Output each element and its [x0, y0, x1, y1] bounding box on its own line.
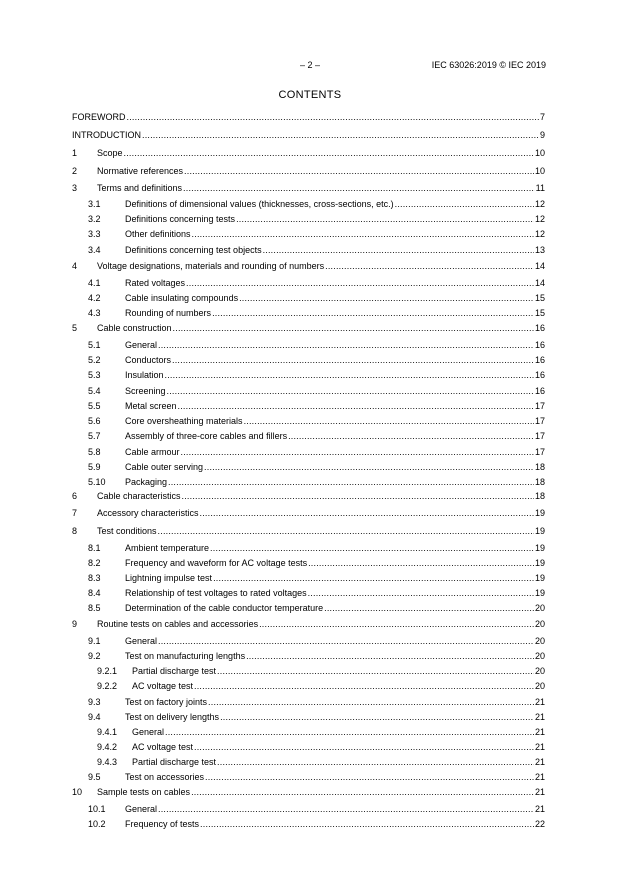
toc-entry-page: 19	[534, 588, 545, 598]
toc-entry-number: 5.9	[88, 462, 101, 472]
toc-entry-page: 10	[534, 148, 545, 158]
toc-entry-page: 16	[534, 355, 545, 365]
toc-entry-number: 3.2	[88, 214, 101, 224]
toc-leader-dots	[142, 130, 539, 141]
toc-entry-page: 16	[534, 386, 545, 396]
toc-entry-title: Test on delivery lengths	[125, 712, 220, 722]
toc-entry-number: 5.2	[88, 355, 101, 365]
toc-entry-number: 5.5	[88, 401, 101, 411]
toc-entry[interactable]	[72, 130, 545, 141]
toc-entry[interactable]	[72, 727, 545, 738]
toc-entry[interactable]	[72, 229, 545, 240]
toc-entry[interactable]	[72, 558, 545, 569]
toc-entry-page: 20	[534, 681, 545, 691]
toc-leader-dots	[167, 386, 534, 397]
toc-leader-dots	[324, 603, 534, 614]
toc-entry[interactable]	[72, 573, 545, 584]
toc-entry[interactable]	[72, 386, 545, 397]
toc-leader-dots	[194, 742, 534, 753]
toc-entry-title: Cable insulating compounds	[125, 293, 239, 303]
toc-leader-dots	[158, 340, 534, 351]
toc-entry-number: 3.1	[88, 199, 101, 209]
toc-entry-title: Routine tests on cables and accessories	[97, 619, 259, 629]
toc-entry-title: Other definitions	[125, 229, 191, 239]
toc-entry-page: 18	[534, 491, 545, 501]
toc-entry-number: 10.2	[88, 819, 106, 829]
toc-entry-number: 5.3	[88, 370, 101, 380]
toc-leader-dots	[204, 462, 534, 473]
toc-entry-title: Frequency and waveform for AC voltage tests	[125, 558, 308, 568]
page-number: – 2 –	[299, 60, 321, 70]
toc-entry[interactable]	[72, 508, 545, 519]
toc-entry-number: 5.6	[88, 416, 101, 426]
toc-entry-title: Ambient temperature	[125, 543, 210, 553]
toc-entry[interactable]	[72, 543, 545, 554]
toc-leader-dots	[220, 712, 534, 723]
toc-leader-dots	[178, 401, 534, 412]
toc-entry-title: Definitions concerning test objects	[125, 245, 262, 255]
toc-entry-number: 5	[72, 323, 78, 333]
toc-leader-dots	[325, 261, 534, 272]
toc-leader-dots	[210, 543, 534, 554]
toc-entry-number: 3.3	[88, 229, 101, 239]
toc-entry-page: 21	[534, 742, 545, 752]
toc-leader-dots	[217, 757, 534, 768]
toc-entry-title: INTRODUCTION	[72, 130, 141, 140]
toc-entry-number: 7	[72, 508, 78, 518]
toc-entry-title: General	[125, 636, 158, 646]
toc-entry-title: AC voltage test	[132, 742, 194, 752]
toc-entry-title: Conductors	[125, 355, 172, 365]
toc-entry-page: 14	[534, 261, 545, 271]
toc-entry-title: Definitions concerning tests	[125, 214, 236, 224]
toc-entry-page: 18	[534, 462, 545, 472]
toc-leader-dots	[182, 491, 534, 502]
toc-entry[interactable]	[72, 804, 545, 815]
toc-leader-dots	[213, 573, 534, 584]
toc-leader-dots	[200, 508, 534, 519]
toc-entry-number: 5.1	[88, 340, 101, 350]
toc-leader-dots	[158, 526, 534, 537]
toc-entry-page: 12	[534, 214, 545, 224]
toc-entry-page: 7	[539, 112, 545, 122]
toc-entry-title: Insulation	[125, 370, 164, 380]
toc-entry-title: Sample tests on cables	[97, 787, 191, 797]
toc-entry-number: 5.8	[88, 447, 101, 457]
toc-entry[interactable]	[72, 477, 545, 488]
toc-entry[interactable]	[72, 742, 545, 753]
toc-leader-dots	[288, 431, 534, 442]
toc-entry-number: 9.4	[88, 712, 101, 722]
toc-entry-page: 17	[534, 431, 545, 441]
toc-entry-number: 4.1	[88, 278, 101, 288]
toc-entry-title: AC voltage test	[132, 681, 194, 691]
toc-leader-dots	[168, 477, 534, 488]
toc-entry-page: 12	[534, 229, 545, 239]
toc-entry-title: Partial discharge test	[132, 757, 217, 767]
toc-entry[interactable]	[72, 416, 545, 427]
toc-entry-title: Assembly of three-core cables and fillers	[125, 431, 288, 441]
toc-entry-number: 8.1	[88, 543, 101, 553]
toc-entry-title: Rated voltages	[125, 278, 186, 288]
toc-entry[interactable]	[72, 526, 545, 537]
toc-entry-number: 4	[72, 261, 78, 271]
toc-entry-number: 4.2	[88, 293, 101, 303]
toc-leader-dots	[192, 229, 534, 240]
toc-entry-number: 4.3	[88, 308, 101, 318]
toc-leader-dots	[181, 447, 534, 458]
toc-entry-page: 19	[534, 543, 545, 553]
toc-entry-page: 10	[534, 166, 545, 176]
toc-entry-page: 20	[534, 636, 545, 646]
toc-entry-page: 20	[534, 619, 545, 629]
toc-entry-page: 17	[534, 401, 545, 411]
toc-entry-page: 19	[534, 508, 545, 518]
toc-entry-number: 9.4.2	[97, 742, 118, 752]
toc-entry[interactable]	[72, 619, 545, 630]
toc-leader-dots	[183, 183, 535, 194]
toc-entry-number: 9.2	[88, 651, 101, 661]
toc-entry-title: Test on manufacturing lengths	[125, 651, 246, 661]
toc-entry-title: Metal screen	[125, 401, 177, 411]
toc-entry-title: Normative references	[97, 166, 184, 176]
toc-entry-title: Partial discharge test	[132, 666, 217, 676]
toc-entry-title: Determination of the cable conductor temperature	[125, 603, 324, 613]
toc-entry-title: Accessory characteristics	[97, 508, 199, 518]
toc-leader-dots	[158, 804, 534, 815]
toc-entry-number: 10	[72, 787, 83, 797]
toc-entry-page: 16	[534, 370, 545, 380]
toc-entry-page: 17	[534, 416, 545, 426]
toc-entry-number: 9.4.1	[97, 727, 118, 737]
toc-entry-page: 20	[534, 666, 545, 676]
toc-entry[interactable]	[72, 819, 545, 830]
toc-entry[interactable]	[72, 245, 545, 256]
toc-entry-page: 14	[534, 278, 545, 288]
toc-leader-dots	[205, 772, 534, 783]
toc-entry-title: Packaging	[125, 477, 168, 487]
toc-entry-page: 15	[534, 293, 545, 303]
toc-entry-number: 1	[72, 148, 78, 158]
toc-leader-dots	[165, 727, 534, 738]
toc-entry-number: 8.3	[88, 573, 101, 583]
toc-entry-title: Test conditions	[97, 526, 157, 536]
toc-entry[interactable]	[72, 666, 545, 677]
toc-entry-number: 6	[72, 491, 78, 501]
toc-leader-dots	[308, 588, 534, 599]
toc-leader-dots	[191, 787, 534, 798]
toc-leader-dots	[217, 666, 534, 677]
toc-entry-number: 8.4	[88, 588, 101, 598]
toc-entry[interactable]	[72, 308, 545, 319]
toc-leader-dots	[208, 697, 534, 708]
toc-entry[interactable]	[72, 261, 545, 272]
toc-entry[interactable]	[72, 340, 545, 351]
toc-entry[interactable]	[72, 323, 545, 334]
toc-entry-page: 13	[534, 245, 545, 255]
toc-entry-page: 16	[534, 340, 545, 350]
toc-entry-number: 9.5	[88, 772, 101, 782]
toc-entry-title: Cable armour	[125, 447, 180, 457]
toc-entry-page: 21	[534, 804, 545, 814]
toc-entry-title: Frequency of tests	[125, 819, 200, 829]
toc-entry-title: Definitions of dimensional values (thicknesses, cross-sections, etc.)	[125, 199, 394, 209]
toc-entry-title: Cable outer serving	[125, 462, 204, 472]
toc-entry-title: Test on factory joints	[125, 697, 208, 707]
toc-entry-page: 9	[539, 130, 545, 140]
toc-entry-page: 21	[534, 697, 545, 707]
toc-leader-dots	[194, 681, 534, 692]
toc-leader-dots	[158, 636, 534, 647]
toc-entry[interactable]	[72, 787, 545, 798]
toc-entry[interactable]	[72, 588, 545, 599]
toc-entry-number: 9.3	[88, 697, 101, 707]
toc-leader-dots	[239, 293, 534, 304]
toc-leader-dots	[236, 214, 534, 225]
toc-entry[interactable]	[72, 370, 545, 381]
toc-entry[interactable]	[72, 681, 545, 692]
toc-entry-number: 3	[72, 183, 78, 193]
toc-leader-dots	[263, 245, 534, 256]
toc-entry[interactable]	[72, 214, 545, 225]
toc-entry-page: 21	[534, 787, 545, 797]
toc-leader-dots	[186, 278, 534, 289]
toc-entry[interactable]	[72, 112, 545, 123]
toc-leader-dots	[127, 112, 539, 123]
toc-entry-title: General	[132, 727, 165, 737]
toc-entry-page: 11	[535, 183, 545, 193]
toc-entry-page: 20	[534, 651, 545, 661]
toc-entry[interactable]	[72, 199, 545, 210]
toc-entry[interactable]	[72, 355, 545, 366]
toc-entry-title: Cable characteristics	[97, 491, 181, 501]
toc-entry-title: Relationship of test voltages to rated voltages	[125, 588, 307, 598]
toc-entry[interactable]	[72, 491, 545, 502]
toc-leader-dots	[124, 148, 534, 159]
toc-entry-number: 9.2.1	[97, 666, 118, 676]
toc-entry-page: 21	[534, 712, 545, 722]
toc-entry[interactable]	[72, 278, 545, 289]
toc-entry-page: 15	[534, 308, 545, 318]
toc-entry-number: 8	[72, 526, 78, 536]
toc-entry[interactable]	[72, 401, 545, 412]
toc-entry[interactable]	[72, 431, 545, 442]
toc-leader-dots	[244, 416, 534, 427]
toc-leader-dots	[259, 619, 534, 630]
toc-leader-dots	[165, 370, 534, 381]
toc-entry-page: 19	[534, 573, 545, 583]
toc-entry-page: 19	[534, 558, 545, 568]
toc-entry[interactable]	[72, 447, 545, 458]
contents-heading: CONTENTS	[278, 89, 342, 101]
toc-entry-page: 18	[534, 477, 545, 487]
toc-entry-page: 19	[534, 526, 545, 536]
toc-entry-page: 12	[534, 199, 545, 209]
toc-entry-page: 22	[534, 819, 545, 829]
toc-entry[interactable]	[72, 697, 545, 708]
document-identifier: IEC 63026:2019 © IEC 2019	[431, 60, 546, 70]
toc-entry-page: 17	[534, 447, 545, 457]
toc-entry[interactable]	[72, 148, 545, 159]
toc-entry-title: FOREWORD	[72, 112, 126, 122]
toc-entry-number: 5.4	[88, 386, 101, 396]
toc-leader-dots	[212, 308, 534, 319]
toc-entry[interactable]	[72, 636, 545, 647]
toc-leader-dots	[184, 166, 534, 177]
toc-entry[interactable]	[72, 293, 545, 304]
toc-entry-number: 8.2	[88, 558, 101, 568]
toc-entry[interactable]	[72, 757, 545, 768]
toc-entry[interactable]	[72, 603, 545, 614]
toc-entry-number: 5.10	[88, 477, 106, 487]
toc-entry-number: 9.2.2	[97, 681, 118, 691]
toc-entry-number: 10.1	[88, 804, 106, 814]
toc-entry-page: 21	[534, 727, 545, 737]
toc-entry-number: 2	[72, 166, 78, 176]
toc-entry-title: Test on accessories	[125, 772, 205, 782]
toc-entry-number: 5.7	[88, 431, 101, 441]
toc-leader-dots	[173, 323, 534, 334]
toc-entry-number: 9.1	[88, 636, 101, 646]
toc-entry-title: Core oversheathing materials	[125, 416, 243, 426]
toc-entry-title: General	[125, 804, 158, 814]
toc-leader-dots	[172, 355, 534, 366]
toc-leader-dots	[395, 199, 534, 210]
toc-entry-number: 3.4	[88, 245, 101, 255]
toc-entry-page: 20	[534, 603, 545, 613]
toc-leader-dots	[246, 651, 534, 662]
toc-entry[interactable]	[72, 166, 545, 177]
toc-entry-title: Terms and definitions	[97, 183, 183, 193]
toc-entry[interactable]	[72, 183, 545, 194]
toc-entry[interactable]	[72, 712, 545, 723]
toc-entry-page: 21	[534, 772, 545, 782]
toc-entry[interactable]	[72, 651, 545, 662]
toc-entry-title: Lightning impulse test	[125, 573, 213, 583]
toc-entry-title: Cable construction	[97, 323, 172, 333]
toc-entry-page: 21	[534, 757, 545, 767]
toc-leader-dots	[308, 558, 534, 569]
toc-entry-page: 16	[534, 323, 545, 333]
toc-entry-number: 9	[72, 619, 78, 629]
toc-leader-dots	[200, 819, 534, 830]
toc-entry-title: Scope	[97, 148, 123, 158]
toc-entry-title: Rounding of numbers	[125, 308, 212, 318]
toc-entry-number: 8.5	[88, 603, 101, 613]
toc-entry[interactable]	[72, 772, 545, 783]
toc-entry-title: Screening	[125, 386, 166, 396]
toc-entry-title: Voltage designations, materials and rounding of numbers	[97, 261, 325, 271]
toc-entry[interactable]	[72, 462, 545, 473]
toc-entry-title: General	[125, 340, 158, 350]
toc-entry-number: 9.4.3	[97, 757, 118, 767]
